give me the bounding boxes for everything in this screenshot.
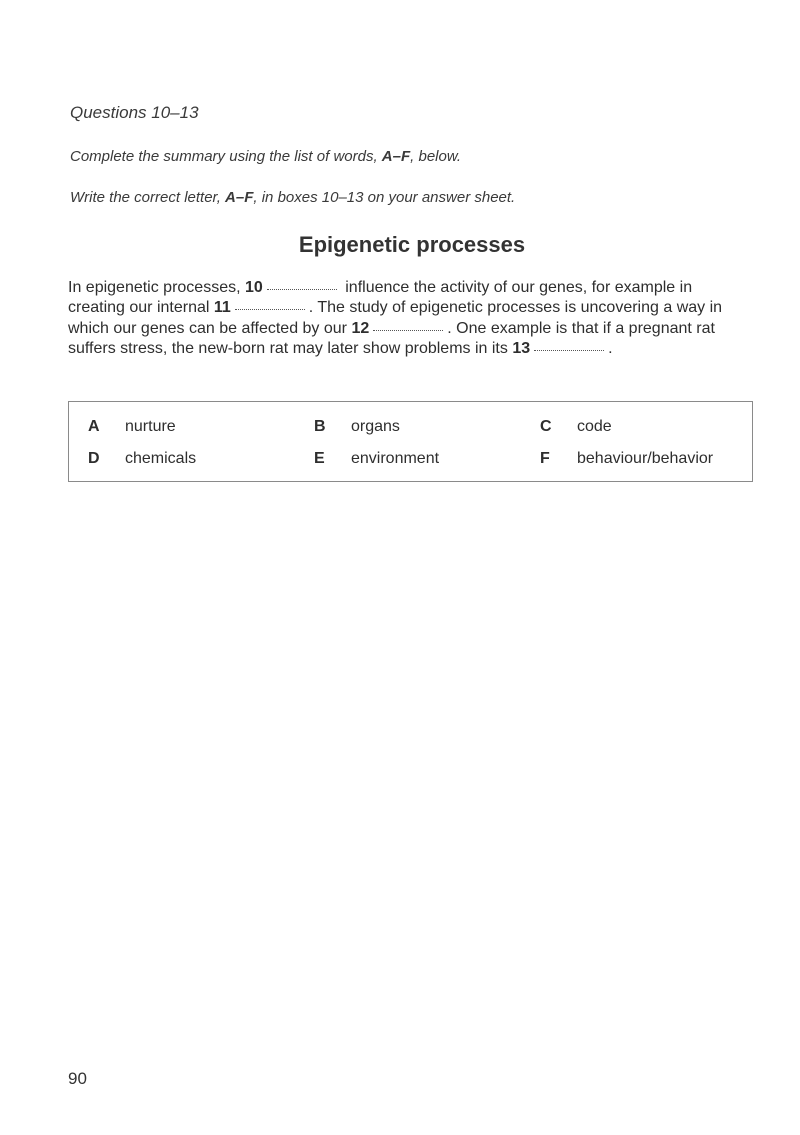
question-number-12: 12 <box>351 319 370 337</box>
summary-text-1: In epigenetic processes, <box>68 279 245 296</box>
instruction-1-suffix: , below. <box>410 148 462 165</box>
page-number: 90 <box>68 1069 87 1088</box>
option-word: nurture <box>125 418 176 435</box>
instruction-1-prefix: Complete the summary using the list of words, <box>70 148 382 165</box>
option-word: behaviour/behavior <box>577 450 714 467</box>
summary-text-3: . The study of epigenetic processes is uncovering a way in which our genes can be affected by our <box>68 299 723 337</box>
option-letter: C <box>540 418 552 435</box>
question-number-13: 13 <box>512 339 531 357</box>
instruction-complete-summary <box>70 148 461 165</box>
summary-text-2: influence the activity of our genes, for example in creating our internal <box>68 279 693 317</box>
option-letter: E <box>314 450 325 467</box>
option-word: environment <box>351 450 440 467</box>
instruction-write-letter <box>70 189 515 206</box>
summary-paragraph <box>68 278 738 359</box>
summary-text-4: . One example is that if a pregnant rat suffers stress, the new-born rat may later show problems in its <box>68 319 715 357</box>
option-word: code <box>577 418 612 435</box>
answer-blank-11[interactable] <box>235 305 305 310</box>
option-letter: B <box>314 418 326 435</box>
instruction-2-suffix: , in boxes 10–13 on your answer sheet. <box>253 189 516 206</box>
option-word: organs <box>351 418 400 435</box>
option-word: chemicals <box>125 450 197 467</box>
instruction-2-range: A–F <box>225 189 254 206</box>
answer-blank-10[interactable] <box>267 285 337 290</box>
instruction-1-range: A–F <box>381 148 411 165</box>
option-letter: A <box>88 418 100 435</box>
summary-text-5: . <box>608 339 613 357</box>
question-number-11: 11 <box>213 299 231 317</box>
question-number-10: 10 <box>245 279 263 296</box>
questions-heading: Questions 10–13 <box>70 103 199 122</box>
answer-blank-13[interactable] <box>534 346 604 351</box>
answer-blank-12[interactable] <box>373 326 443 331</box>
summary-title: Epigenetic processes <box>298 232 526 257</box>
word-options-box <box>68 401 753 482</box>
option-letter: F <box>540 450 550 467</box>
option-letter: D <box>88 450 100 467</box>
instruction-2-prefix: Write the correct letter, <box>70 189 226 206</box>
